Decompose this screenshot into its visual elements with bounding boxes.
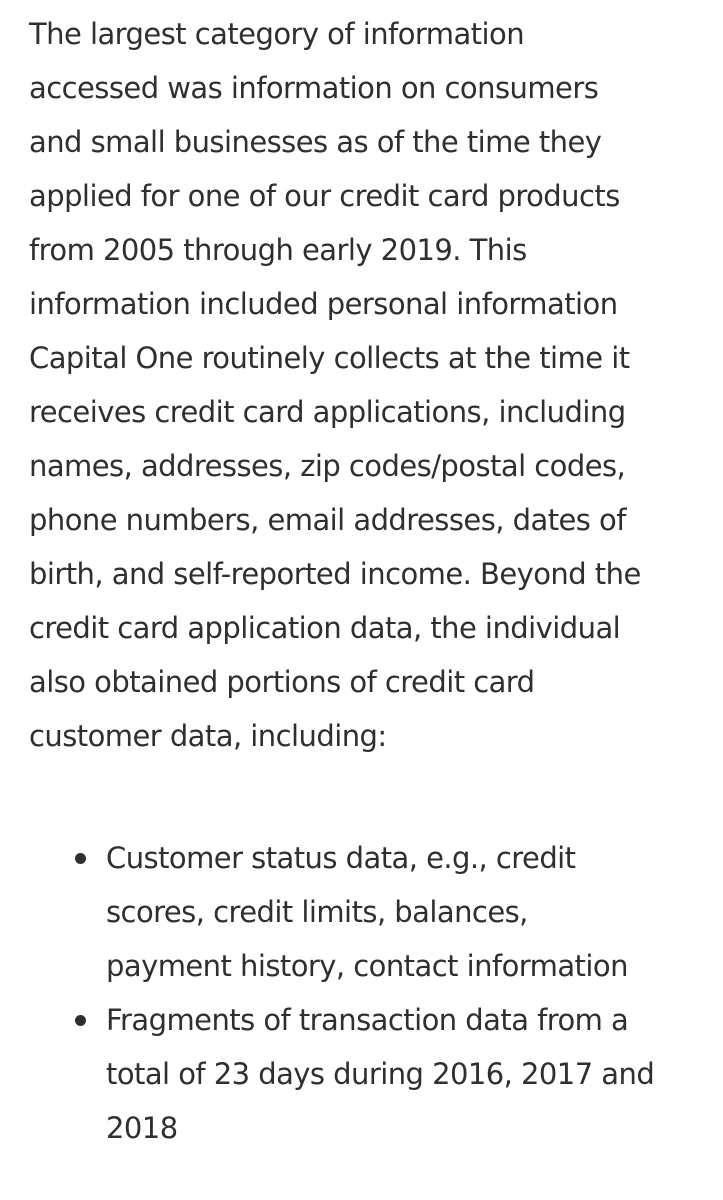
article-body <box>29 7 709 1145</box>
bullet-icon <box>75 853 86 864</box>
list-item-line: total of 23 days during 2016, 2017 and <box>106 1057 655 1091</box>
paragraph-line: credit card application data, the individual <box>29 611 621 645</box>
data-category-list <box>29 831 709 1155</box>
paragraph-line: names, addresses, zip codes/postal codes, <box>29 449 626 483</box>
paragraph-line: birth, and self-reported income. Beyond the <box>29 557 641 591</box>
paragraph-line: from 2005 through early 2019. This <box>29 233 527 267</box>
list-item-line: Customer status data, e.g., credit <box>106 841 576 875</box>
list-item-transaction-data <box>29 993 709 1155</box>
paragraph-line: applied for one of our credit card products <box>29 179 620 213</box>
paragraph-line: customer data, including: <box>29 719 387 753</box>
bullet-icon <box>75 1015 86 1026</box>
paragraph-line: accessed was information on consumers <box>29 71 599 105</box>
paragraph-line: The largest category of information <box>29 17 525 51</box>
intro-paragraph <box>29 7 709 763</box>
list-item-customer-status <box>29 831 709 993</box>
paragraph-line: phone numbers, email addresses, dates of <box>29 503 626 537</box>
paragraph-line: and small businesses as of the time they <box>29 125 602 159</box>
paragraph-line: information included personal information <box>29 287 618 321</box>
list-item-line: scores, credit limits, balances, <box>106 895 528 929</box>
list-item-line: 2018 <box>106 1111 178 1145</box>
paragraph-line: Capital One routinely collects at the time it <box>29 341 630 375</box>
list-item-line: Fragments of transaction data from a <box>106 1003 629 1037</box>
paragraph-line: receives credit card applications, including <box>29 395 626 429</box>
paragraph-line: also obtained portions of credit card <box>29 665 535 699</box>
list-item-line: payment history, contact information <box>106 949 628 983</box>
